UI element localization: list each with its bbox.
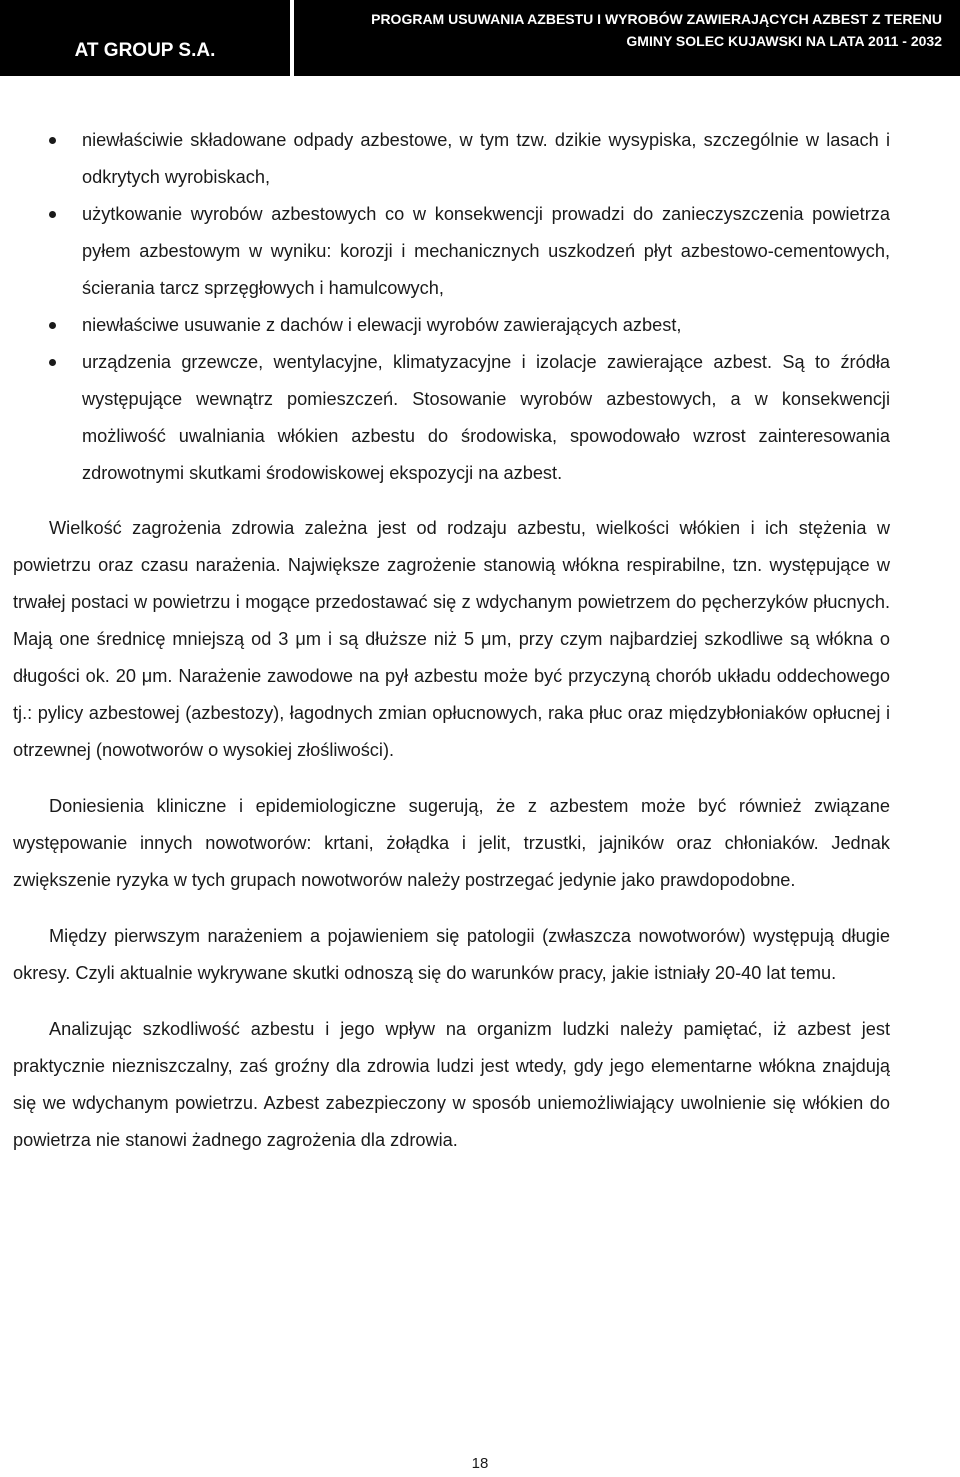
list-item (13, 196, 890, 307)
company-name: AT GROUP S.A. (0, 0, 290, 76)
list-item (13, 122, 890, 196)
bullet-icon (49, 137, 56, 144)
list-item-text: urządzenia grzewcze, wentylacyjne, klimatyzacyjne i izolacje zawierające azbest. Są to źródła występujące wewnątrz pomieszczeń. Stosowanie wyrobów azbestowych, a w konsekwencji możliwość uwalniania włókien azbestu do środowiska, spowodowało wzrost zainteresowania zdrowotnymi skutkami środowiskowej ekspozycji na azbest. (82, 352, 890, 483)
bullet-icon (49, 322, 56, 329)
paragraph-clinical-reports: Doniesienia kliniczne i epidemiologiczne sugerują, że z azbestem może być również związane występowanie innych nowotworów: krtani, żołądka i jelit, trzustki, jajników oraz chłoniaków. Jednak zwiększenie ryzyka w tych grupach nowotworów należy postrzegać jedynie jako prawdopodobne. (13, 796, 890, 890)
sources-list (13, 122, 890, 492)
paragraph-health-risk: Wielkość zagrożenia zdrowia zależna jest od rodzaju azbestu, wielkości włókien i ich stężenia w powietrzu oraz czasu narażenia. Największe zagrożenie stanowią włókna respirabilne, tzn. występujące w trwałej postaci w powietrzu i mogące przedostawać się z wdychanym powietrzem do pęcherzyków płucnych. Mają one średnicę mniejszą od 3 μm i są dłuższe niż 5 μm, przy czym najbardziej szkodliwe są włókna o długości ok. 20 μm. Narażenie zawodowe na pył azbestu może być przyczyną chorób układu oddechowego tj.: pylicy azbestowej (azbestozy), łagodnych zmian opłucnowych, raka płuc oraz międzybłoniaków opłucnej i otrzewnej (nowotworów o wysokiej złośliwości). (13, 518, 890, 760)
list-item-text: niewłaściwie składowane odpady azbestowe, w tym tzw. dzikie wysypiska, szczególnie w lasach i odkrytych wyrobiskach, (82, 130, 890, 187)
document-title (290, 0, 960, 76)
document-title-line-1: PROGRAM USUWANIA AZBESTU I WYROBÓW ZAWIERAJĄCYCH AZBEST Z TERENU (371, 11, 942, 27)
document-title-line-2: GMINY SOLEC KUJAWSKI NA LATA 2011 - 2032 (626, 33, 942, 49)
page-number: 18 (471, 1455, 489, 1472)
page-header (0, 0, 960, 76)
paragraph-latency: Między pierwszym narażeniem a pojawieniem się patologii (zwłaszcza nowotworów) występują długie okresy. Czyli aktualnie wykrywane skutki odnoszą się do warunków pracy, jakie istniały 20-40 lat temu. (13, 926, 890, 983)
page-content (13, 122, 890, 1159)
list-item-text: użytkowanie wyrobów azbestowych co w konsekwencji prowadzi do zanieczyszczenia powietrza pyłem azbestowym w wyniku: korozji i mechanicznych uszkodzeń płyt azbestowo-cementowych, ścierania tarcz sprzęgłowych i hamulcowych, (82, 204, 890, 298)
list-item (13, 344, 890, 492)
list-item-text: niewłaściwe usuwanie z dachów i elewacji wyrobów zawierających azbest, (82, 315, 682, 335)
bullet-icon (49, 211, 56, 218)
bullet-icon (49, 359, 56, 366)
paragraph-durability: Analizując szkodliwość azbestu i jego wpływ na organizm ludzki należy pamiętać, iż azbest jest praktycznie niezniszczalny, zaś groźny dla zdrowia ludzi jest wtedy, gdy jego elementarne włókna znajdują się we wdychanym powietrzu. Azbest zabezpieczony w sposób uniemożliwiający uwolnienie się włókien do powietrza nie stanowi żadnego zagrożenia dla zdrowia. (13, 1019, 890, 1150)
list-item (13, 307, 890, 344)
